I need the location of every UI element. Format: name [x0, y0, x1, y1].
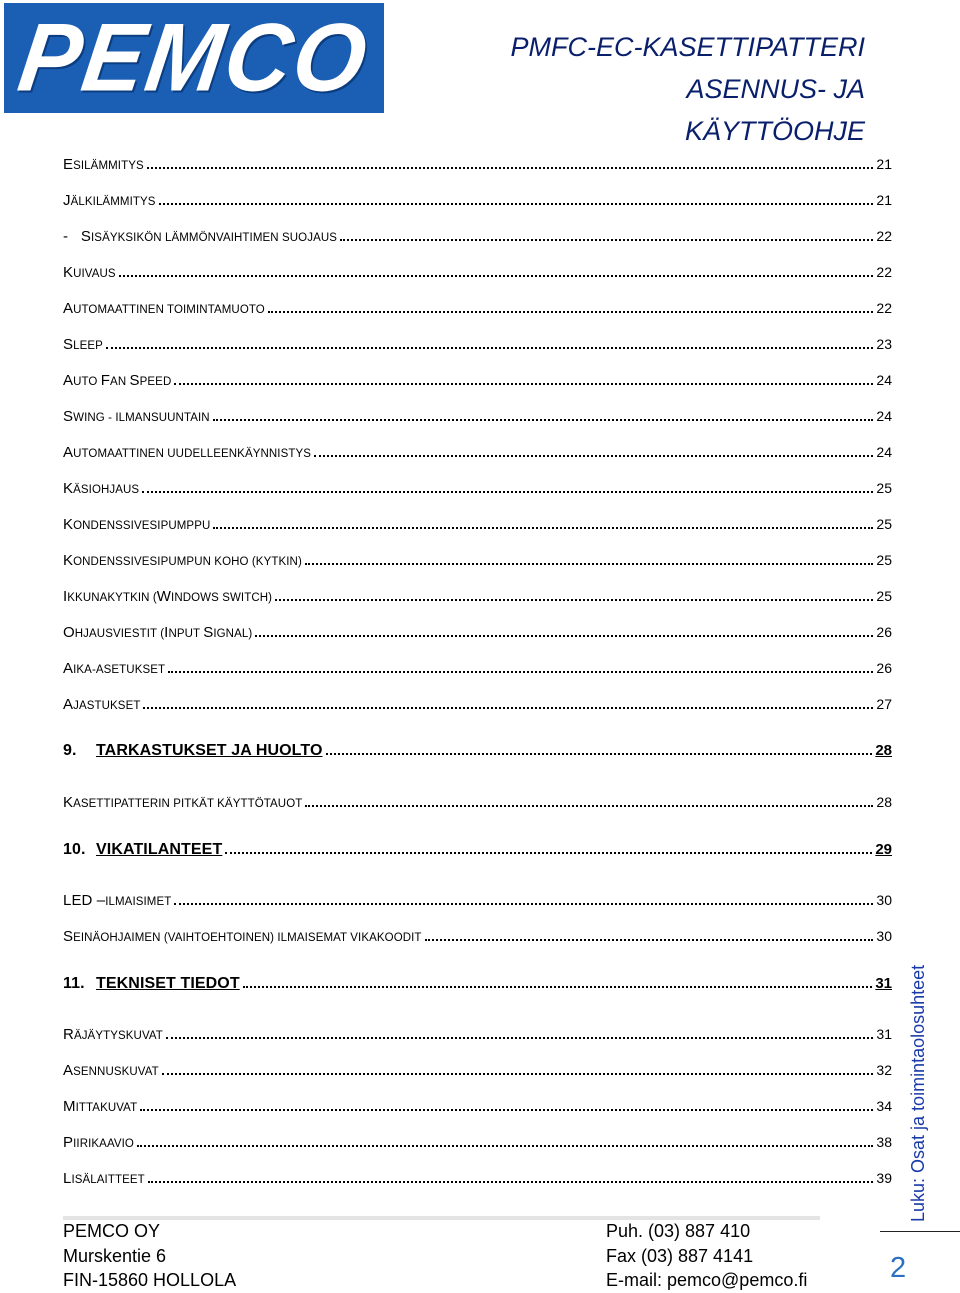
toc-entry[interactable]: SLEEP 23	[63, 336, 892, 353]
toc-entry[interactable]: LISÄLAITTEET 39	[63, 1170, 892, 1187]
toc-page-number: 32	[876, 1062, 892, 1078]
toc-page-number: 23	[876, 336, 892, 352]
footer-fax: Fax (03) 887 4141	[606, 1245, 754, 1266]
toc-page-number: 31	[875, 975, 892, 992]
footer-email[interactable]: E-mail: pemco@pemco.fi	[606, 1270, 808, 1290]
toc-leader	[140, 1109, 873, 1111]
toc-entry[interactable]: KASETTIPATTERIN PITKÄT KÄYTTÖTAUOT 28	[63, 794, 892, 811]
toc-leader	[340, 239, 873, 241]
toc-leader	[166, 1037, 874, 1039]
toc-entry[interactable]: AUTOMAATTINEN TOIMINTAMUOTO 22	[63, 300, 892, 317]
toc-page-number: 25	[876, 516, 892, 532]
page-number: 2	[890, 1252, 907, 1284]
page-number-divider	[880, 1231, 960, 1232]
toc-leader	[268, 311, 874, 313]
toc-leader	[255, 635, 873, 637]
toc-chapter-10[interactable]: 10. VIKATILANTEET 29	[63, 841, 892, 858]
toc-leader	[159, 203, 874, 205]
document-title	[500, 26, 865, 152]
footer-street: Murskentie 6	[63, 1245, 167, 1266]
toc-leader	[106, 347, 874, 349]
toc-page-number: 26	[876, 624, 892, 640]
toc-page-number: 30	[876, 928, 892, 944]
toc-page-number: 22	[876, 228, 892, 244]
toc-leader	[142, 491, 873, 493]
toc-entry[interactable]: IKKUNAKYTKIN (WINDOWS SWITCH) 25	[63, 588, 892, 605]
toc-entry[interactable]: ESILÄMMITYS 21	[63, 156, 892, 173]
footer-address	[63, 1219, 236, 1293]
toc-entry[interactable]: AUTOMAATTINEN UUDELLEENKÄYNNISTYS 24	[63, 444, 892, 461]
toc-entry[interactable]: JÄLKILÄMMITYS 21	[63, 192, 892, 209]
toc-entry[interactable]: SWING - ILMANSUUNTAIN 24	[63, 408, 892, 425]
footer-contact	[606, 1219, 807, 1293]
toc-entry[interactable]: AIKA-ASETUKSET 26	[63, 660, 892, 677]
document-title-line2: ASENNUS- JA KÄYTTÖOHJE	[684, 74, 865, 146]
toc-leader	[162, 1073, 874, 1075]
toc-leader	[305, 805, 873, 807]
toc-entry[interactable]: KUIVAUS 22	[63, 264, 892, 281]
toc-leader	[314, 455, 873, 457]
toc-leader	[148, 1181, 874, 1183]
toc-leader	[147, 167, 874, 169]
toc-page-number: 39	[876, 1170, 892, 1186]
toc-entry[interactable]: - SISÄYKSIKÖN LÄMMÖNVAIHTIMEN SUOJAUS 22	[63, 228, 892, 245]
toc-page-number: 29	[875, 841, 892, 858]
toc-page-number: 30	[876, 892, 892, 908]
toc-leader	[243, 986, 873, 988]
toc-entry[interactable]: SEINÄOHJAIMEN (VAIHTOEHTOINEN) ILMAISEMAT VIKAKOODIT 30	[63, 928, 892, 945]
toc-entry[interactable]: LED –ILMAISIMET 30	[63, 892, 892, 909]
toc-page-number: 28	[876, 794, 892, 810]
document-title-line1: PMFC-EC-KASETTIPATTERI	[510, 32, 865, 62]
toc-leader	[168, 671, 873, 673]
toc-leader	[174, 903, 873, 905]
toc-entry[interactable]: RÄJÄYTYSKUVAT 31	[63, 1026, 892, 1043]
toc-page-number: 25	[876, 480, 892, 496]
logo-text: PEMCO	[12, 3, 376, 112]
toc-page-number: 34	[876, 1098, 892, 1114]
toc-leader	[305, 563, 874, 565]
toc-entry[interactable]: ASENNUSKUVAT 32	[63, 1062, 892, 1079]
toc-entry[interactable]: KONDENSSIVESIPUMPUN KOHO (KYTKIN) 25	[63, 552, 892, 569]
toc-page-number: 25	[876, 552, 892, 568]
toc-leader	[326, 753, 873, 755]
toc-leader	[119, 275, 874, 277]
toc-page-number: 38	[876, 1134, 892, 1150]
toc-page-number: 24	[876, 444, 892, 460]
toc-entry[interactable]: AJASTUKSET 27	[63, 696, 892, 713]
toc-leader	[137, 1145, 873, 1147]
footer-phone: Puh. (03) 887 410	[606, 1221, 751, 1241]
toc-page-number: 21	[876, 192, 892, 208]
toc-entry[interactable]: AUTO FAN SPEED 24	[63, 372, 892, 389]
toc-entry[interactable]: KÄSIOHJAUS 25	[63, 480, 892, 497]
toc-page-number: 21	[876, 156, 892, 172]
toc-leader	[174, 383, 873, 385]
toc-page-number: 24	[876, 372, 892, 388]
toc-page-number: 25	[876, 588, 892, 604]
toc-leader	[213, 527, 873, 529]
toc-page-number: 26	[876, 660, 892, 676]
toc-leader	[425, 939, 874, 941]
toc-entry[interactable]: MITTAKUVAT 34	[63, 1098, 892, 1115]
toc-page-number: 31	[876, 1026, 892, 1042]
toc-page-number: 22	[876, 264, 892, 280]
toc-entry[interactable]: KONDENSSIVESIPUMPPU 25	[63, 516, 892, 533]
toc-entry[interactable]: PIIRIKAAVIO 38	[63, 1134, 892, 1151]
toc-page-number: 22	[876, 300, 892, 316]
toc-leader	[225, 852, 872, 854]
toc-page-number: 28	[875, 742, 892, 759]
footer-city: FIN-15860 HOLLOLA	[63, 1270, 237, 1290]
pemco-logo	[4, 3, 384, 113]
toc-page-number: 27	[876, 696, 892, 712]
toc-leader	[143, 707, 873, 709]
toc-entry[interactable]: OHJAUSVIESTIT (INPUT SIGNAL) 26	[63, 624, 892, 641]
toc-leader	[213, 419, 874, 421]
footer-company: PEMCO OY	[63, 1221, 161, 1241]
toc-chapter-9[interactable]: 9. TARKASTUKSET JA HUOLTO 28	[63, 742, 892, 759]
toc-chapter-11[interactable]: 11. TEKNISET TIEDOT 31	[63, 975, 892, 992]
chapter-side-label: Luku: Osat ja toimintaolosuhteet	[908, 964, 928, 1222]
toc-leader	[275, 599, 873, 601]
toc-page-number: 24	[876, 408, 892, 424]
